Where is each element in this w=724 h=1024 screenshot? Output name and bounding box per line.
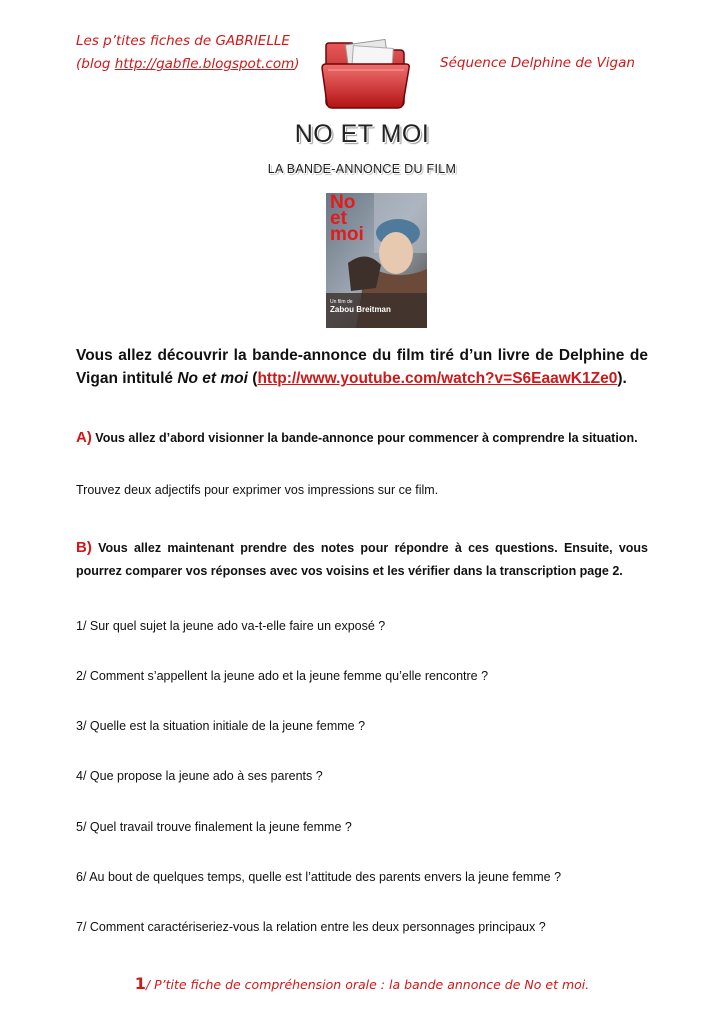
header-sequence: Séquence Delphine de Vigan <box>440 55 635 71</box>
movie-poster <box>326 193 427 328</box>
section-b-instruction: B) Vous allez maintenant prendre des notes pour répondre à ces questions. Ensuite, vous pourrez comparer vos réponses avec vos voisins et les vérifier dans la transcription page 2. <box>76 539 648 578</box>
header-series-title: Les p’tites fiches de GABRIELLE <box>76 33 290 49</box>
page-number: 1 <box>134 974 146 993</box>
poster-credit: Un film de Zabou Breitman <box>330 299 391 314</box>
question-3: 3/ Quelle est la situation initiale de la jeune femme ? <box>76 719 366 733</box>
intro-paragraph: Vous allez découvrir la bande-annonce du film tiré d’un livre de Delphine de Vigan intitulé No et moi (http://www.youtube.com/watch?v=S6EaawK1Ze0). <box>76 347 648 387</box>
section-a-task: Trouvez deux adjectifs pour exprimer vos impressions sur ce film. <box>76 483 439 497</box>
page-title: NO ET MOI <box>294 120 430 148</box>
question-6: 6/ Au bout de quelques temps, quelle est l’attitude des parents envers la jeune femme ? <box>76 870 562 884</box>
question-5: 5/ Quel travail trouve finalement la jeune femme ? <box>76 820 352 834</box>
footer-book-title: No et moi <box>524 977 586 992</box>
section-a-letter: A) <box>76 429 92 446</box>
header-blog-line: (blog http://gabfle.blogspot.com) <box>76 56 300 72</box>
youtube-link[interactable]: http://www.youtube.com/watch?v=S6EaawK1Ze0 <box>257 370 618 387</box>
book-title: No et moi <box>177 370 248 387</box>
question-2: 2/ Comment s’appellent la jeune ado et la jeune femme qu’elle rencontre ? <box>76 669 489 683</box>
red-folder-icon <box>318 38 414 112</box>
question-7: 7/ Comment caractériseriez-vous la relation entre les deux personnages principaux ? <box>76 920 546 934</box>
question-4: 4/ Que propose la jeune ado à ses parents ? <box>76 769 323 783</box>
section-a-instruction: A) Vous allez d’abord visionner la bande-annonce pour commencer à comprendre la situation. <box>76 429 638 446</box>
question-1: 1/ Sur quel sujet la jeune ado va-t-elle faire un exposé ? <box>76 619 386 633</box>
page-subtitle: LA BANDE-ANNONCE DU FILM <box>267 162 457 176</box>
header-left <box>76 30 300 76</box>
poster-title: No et moi <box>330 193 364 245</box>
section-b-letter: B) <box>76 539 92 556</box>
blog-link[interactable]: http://gabfle.blogspot.com <box>114 56 295 72</box>
page-footer: 1/ P’tite fiche de compréhension orale : la bande annonce de No et moi. <box>134 974 590 993</box>
